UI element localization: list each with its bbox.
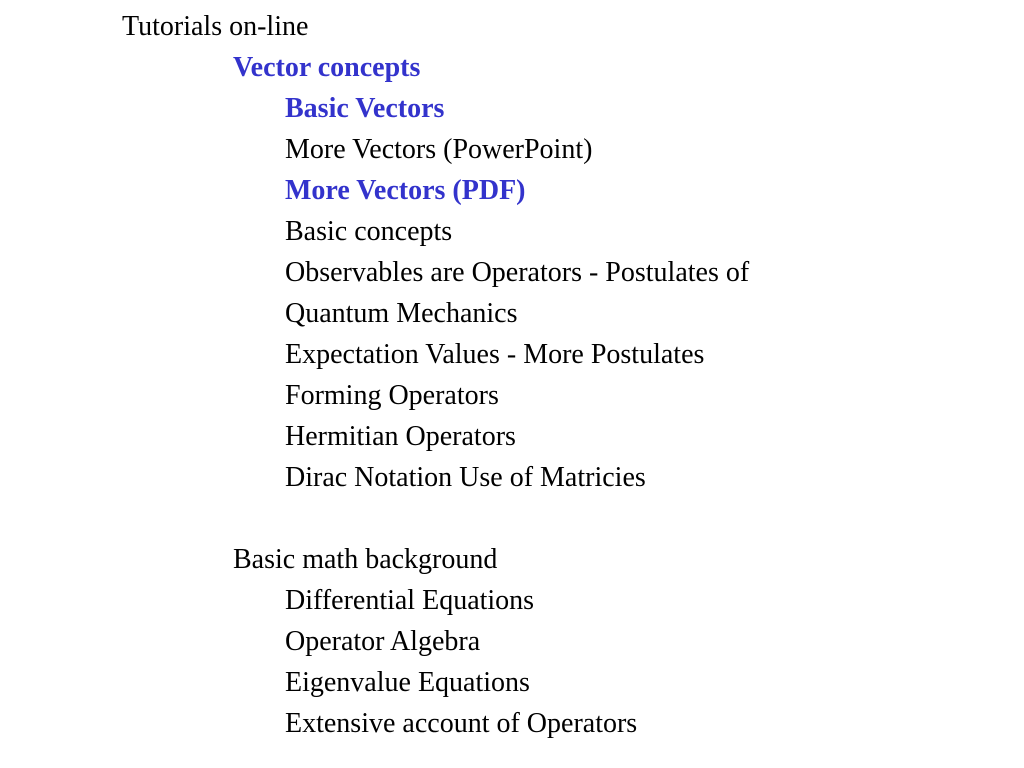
list-item-observables-postulates: Observables are Operators - Postulates of [285,257,750,288]
list-item-operator-algebra: Operator Algebra [285,626,481,657]
list-item-expectation-values: Expectation Values - More Postulates [285,339,705,370]
list-item-extensive-operators: Extensive account of Operators [285,708,638,739]
basic-vectors-link[interactable]: Basic Vectors [285,93,445,124]
more-vectors-pdf-link[interactable]: More Vectors (PDF) [285,175,526,206]
page-heading: Tutorials on-line [122,11,309,42]
list-item-basic-concepts: Basic concepts [285,216,453,247]
vector-concepts-link[interactable]: Vector concepts [233,52,421,83]
math-background-heading: Basic math background [233,544,498,575]
list-item-more-vectors-powerpoint: More Vectors (PowerPoint) [285,134,593,165]
list-item-dirac-notation: Dirac Notation Use of Matricies [285,462,646,493]
list-item-eigenvalue-equations: Eigenvalue Equations [285,667,530,698]
list-item-differential-equations: Differential Equations [285,585,535,616]
list-item-hermitian-operators: Hermitian Operators [285,421,516,452]
list-item-forming-operators: Forming Operators [285,380,499,411]
list-item-quantum-mechanics: Quantum Mechanics [285,298,518,329]
